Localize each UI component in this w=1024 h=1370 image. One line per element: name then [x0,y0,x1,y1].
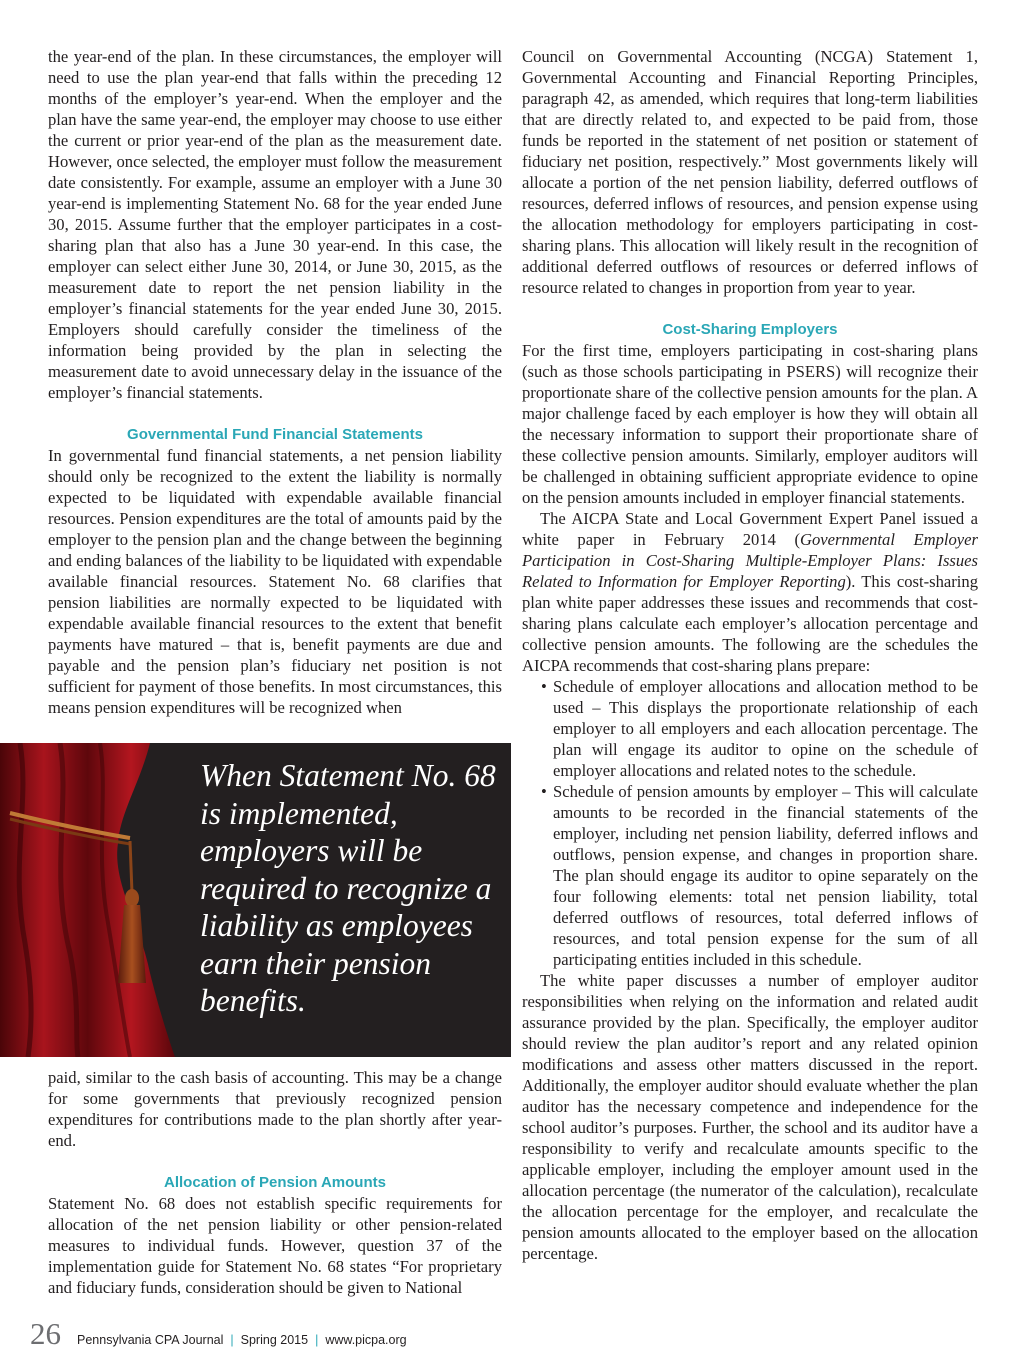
left-paragraph-1: the year-end of the plan. In these circumstances, the employer will need to use the plan year-end that falls within the preceding 12 months of the employer’s year-end. When the employer and the plan have the same year-end, the employer may choose to use either the current or prior year-end of the plan as the measurement date. However, once selected, the employer must follow the measurement date consistently. For example, assume an employer with a June 30 year-end is implementing Statement No. 68 for the year ended June 30, 2015. Assume further that the employer participates in a cost-sharing plan that also has a June 30 year-end. In this case, the employer can select either June 30, 2014, or June 30, 2015, as the measurement date to report the net pension liability in the employer’s financial statements for the year ended June 30, 2015. Employers should carefully consider the timeliness of the information being provided by the plan in selecting the measurement date to avoid unnecessary delay in the issuance of the employer’s financial statements. [48,47,502,402]
heading-cost-sharing: Cost-Sharing Employers [662,321,838,338]
left-paragraph-2: In governmental fund financial statements, a net pension liability should only be recognized to the extent the liability is normally expected to be liquidated with expendable available financial resources. Pension expenditures are the total of amounts paid by the employer to the pension plan and the change between the beginning and ending balances of the liability to be liquidated with expendable available financial resources. Statement No. 68 clarifies that pension liabilities are normally expected to be liquidated with expendable available financial resources to the extent that benefit payments have matured – that is, benefit payments are due and payable and the pension plan’s fiduciary net position is not sufficient for payment of those benefits. In most circumstances, this means pension expenditures will be recognized when [48,446,502,717]
curtain-image [0,743,180,1057]
right-paragraph-2: For the first time, employers participating in cost-sharing plans (such as those schools participating in PSERS) will recognize their proportionate share of the collective pension amounts for the plan. A major challenge faced by each employer is how they will obtain all the necessary information to support their proportionate share of these collective pension amounts. Similarly, employer auditors will be challenged in obtaining sufficient appropriate evidence to opine on the pension amounts included in employer financial statements. [522,341,978,507]
page-footer [30,1316,407,1350]
journal-name: Pennsylvania CPA Journal [77,1333,224,1347]
list-item: • Schedule of employer allocations and allocation method to be used – This displays the proportionate relationship of each employer to all employers and each allocation percentage. The plan will engage its auditor to opine on the schedule of employer allocations and related notes to the schedule. [553,676,978,781]
list-item: • Schedule of pension amounts by employer – This will calculate amounts to be recorded in the financial statements of the employer, including net pension liability, deferred inflows and outflows, pension expense, and changes in proportion share. The plan should engage its auditor to opine separately on the four following elements: total net pension liability, total deferred outflows of resources, total deferred inflows of resources, and total pension expense for the sum of all participating entities included in this schedule. [553,781,978,970]
pull-quote-text: When Statement No. 68 is implemented, employers will be required to recognize a liability as employees earn their pension benefits. [200,758,496,1018]
schedules-list [522,676,978,970]
left-column-bottom [48,1067,502,1298]
website-link[interactable]: www.picpa.org [325,1333,407,1347]
issue-date: Spring 2015 [240,1333,309,1347]
right-paragraph-1: Council on Governmental Accounting (NCGA) Statement 1, Governmental Accounting and Financial Reporting Principles, paragraph 42, as amended, which requires that long-term liabilities that are directly related to, and expected to be paid from, those funds be reported in the statement of net position or statement of fiduciary net position, respectively.” Most governments likely will allocate a portion of the net pension liability, deferred outflows of resources, deferred inflows of resources, and pension expense using the allocation methodology for employers participating in cost-sharing plans. This allocation will likely result in the recognition of additional deferred outflows of resources or deferred inflows of resource related to changes in proportion from year to year. [522,47,978,297]
right-paragraph-4: The white paper discusses a number of employer auditor responsibilities when relying on the information and related audit assurance provided by the plan. Specifically, the employer auditor should review the plan auditor’s report and any related opinion modifications and assess other matters discussed in the report. Additionally, the employer auditor should evaluate whether the plan auditor has the necessary competence and independence for the school auditor’s purposes. Further, the school and its auditor have a responsibility to verify and recalculate amounts specific to the applicable employer, including the employer amount used in the allocation percentage (the numerator of the calculation), recalculate the allocation percentage for the employer, and recalculate the pension amounts allocated to the employer based on the allocation percentage. [522,971,978,1263]
white-paper-title: Governmental Employer Participation in Cost-Sharing Multiple-Employer Plans: Issues Related to Information for Employer Reporting [522,530,978,591]
right-paragraph-3: The AICPA State and Local Government Expert Panel issued a white paper in February 2014 (Governmental Employer Participation in Cost-Sharing Multiple-Employer Plans: Issues Related to Information for Employer Reporting). This cost-sharing plan white paper addresses these issues and recommends that cost-sharing plans calculate each employer’s allocation percentage and collective pension amounts. The following are the schedules the AICPA recommends that cost-sharing plans prepare: [522,509,979,675]
page-number: 26 [30,1316,61,1351]
heading-governmental-fund: Governmental Fund Financial Statements [127,426,423,443]
footer-separator: | [315,1333,319,1347]
pull-quote-callout [0,743,511,1057]
left-column [48,46,502,718]
heading-allocation: Allocation of Pension Amounts [164,1174,386,1191]
left-paragraph-3: paid, similar to the cash basis of accounting. This may be a change for some governments that previously recognized pension expenditures for contributions made to the plan shortly after year-end. [48,1068,502,1150]
left-paragraph-4: Statement No. 68 does not establish specific requirements for allocation of the net pension liability or other pension-related measures to individual funds. However, question 37 of the implementation guide for Statement No. 68 states “For proprietary and fiduciary funds, consideration should be given to National [48,1194,502,1297]
right-column [522,46,978,1264]
footer-separator: | [230,1333,234,1347]
